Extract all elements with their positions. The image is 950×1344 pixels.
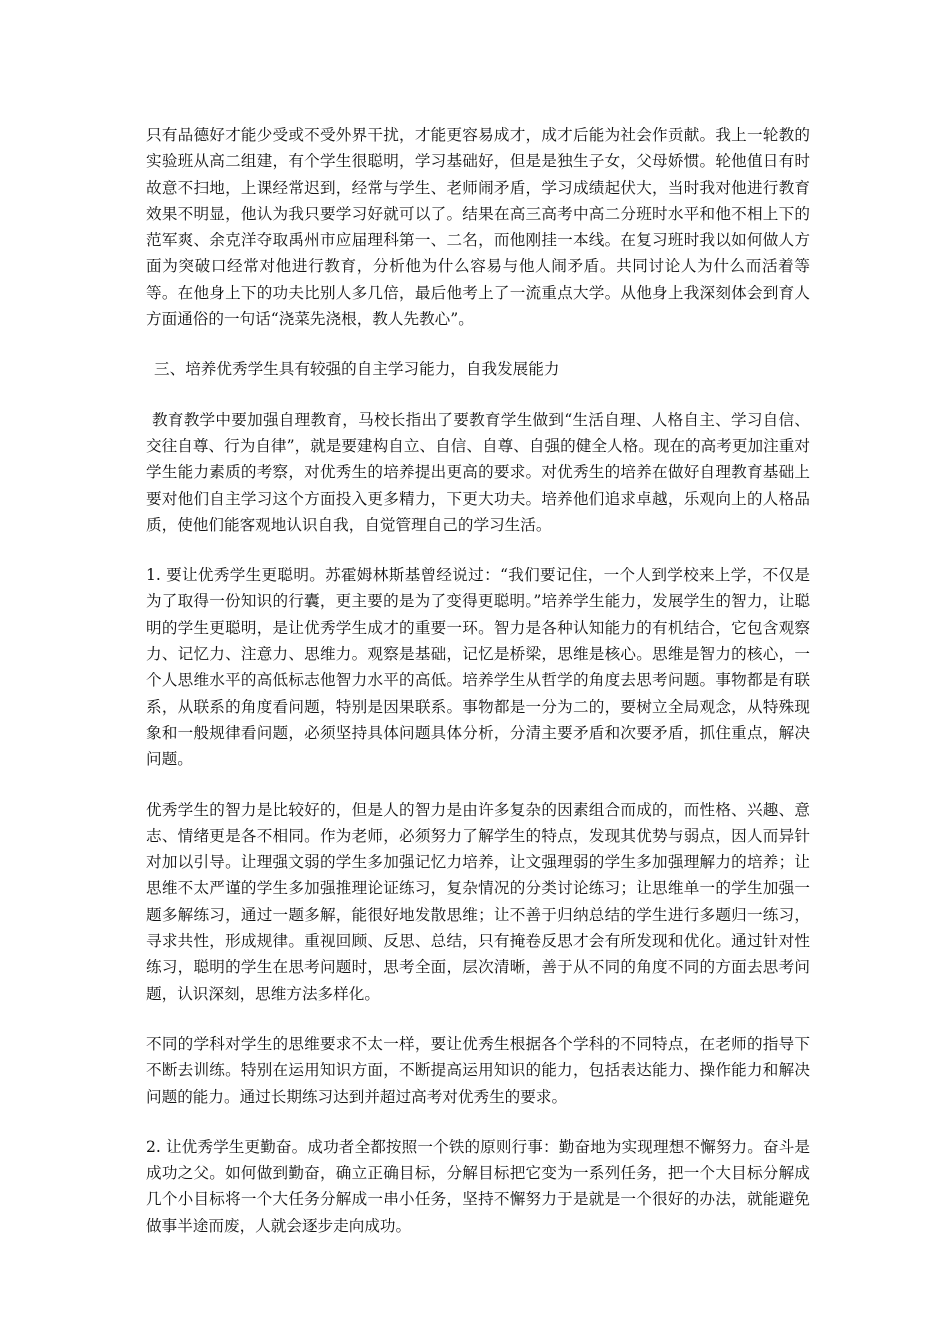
paragraph-self-management: 教育教学中要加强自理教育，马校长指出了要教育学生做到“生活自理、人格自主、学习自信、交往自尊、行为自律”，就是要建构自立、自信、自尊、自强的健全人格。现在的高考更加注重对学生能力素质的考察，对优秀生的培养提出更高的要求。对优秀生的培养在做好自理教育基础上要对他们自主学习这个方面投入更多精力，下更大功夫。培养他们追求卓越，乐观向上的人格品质，使他们能客观地认识自我，自觉管理自己的学习生活。 [146,410,810,534]
paragraph-gap [146,383,810,407]
paragraph-subject-thinking: 不同的学科对学生的思维要求不太一样，要让优秀生根据各个学科的不同特点，在老师的指导下不断去训练。特别在运用知识方面，不断提高运用知识的能力，包括表达能力、操作能力和解决问题的能力。通过长期练习达到并超过高考对优秀生的要求。 [146,1034,810,1106]
paragraph-gap [146,332,810,356]
paragraph-intelligence-differences: 优秀学生的智力是比较好的，但是人的智力是由许多复杂的因素组合而成的，而性格、兴趣、意志、情绪更是各不相同。作为老师，必须努力了解学生的特点，发现其优势与弱点，因人而异针对加以引导。让理强文弱的学生多加强记忆力培养，让文强理弱的学生多加强理解力的培养；让思维不太严谨的学生多加强推理论证练习，复杂情况的分类讨论练习；让思维单一的学生加强一题多解练习，通过一题多解，能很好地发散思维；让不善于归纳总结的学生进行多题归一练习，寻求共性，形成规律。重视回顾、反思、总结，只有掩卷反思才会有所发现和优化。通过针对性练习，聪明的学生在思考问题时，思考全面，层次清晰，善于从不同的角度不同的方面去思考问题，认识深刻，思维方法多样化。 [146,800,810,1003]
paragraph-gap [146,1007,810,1031]
paragraph-gap [146,538,810,562]
paragraph-moral-education: 只有品德好才能少受或不受外界干扰，才能更容易成才，成才后能为社会作贡献。我上一轮教的实验班从高二组建，有个学生很聪明，学习基础好，但是是独生子女，父母娇惯。轮他值日有时故意不扫地，上课经常迟到，经常与学生、老师闹矛盾，学习成绩起伏大，当时我对他进行教育效果不明显，他认为我只要学习好就可以了。结果在高三高考中高二分班时水平和他不相上下的范军爽、余克洋夺取禹州市应届理科第一、二名，而他刚挂一本线。在复习班时我以如何做人方面为突破口经常对他进行教育，分析他为什么容易与他人闹矛盾。共同讨论人为什么而活着等等。在他身上下的功夫比别人多几倍，最后他考上了一流重点大学。从他身上我深刻体会到育人方面通俗的一句话“浇菜先浇根，教人先教心”。 [146,126,810,329]
paragraph-item-two-diligent: 2. 让优秀学生更勤奋。成功者全都按照一个铁的原则行事：勤奋地为实现理想不懈努力。奋斗是成功之父。如何做到勤奋，确立正确目标，分解目标把它变为一系列任务，把一个大目标分解成几个小目标将一个大任务分解成一串小任务，坚持不懈努力于是就是一个很好的办法，就能避免做事半途而废，人就会逐步走向成功。 [146,1137,810,1235]
document-body [146,122,810,1239]
section-heading-three: 三、培养优秀学生具有较强的自主学习能力，自我发展能力 [154,360,560,379]
paragraph-gap [146,1110,810,1134]
paragraph-item-one-smarter: 1. 要让优秀学生更聪明。苏霍姆林斯基曾经说过：“我们要记住，一个人到学校来上学，不仅是为了取得一份知识的行囊，更主要的是为了变得更聪明。”培养学生能力，发展学生的智力，让聪明的学生更聪明，是让优秀学生成才的重要一环。智力是各种认知能力的有机结合，它包含观察力、记忆力、注意力、思维力。观察是基础，记忆是桥梁，思维是核心。思维是智力的核心，一个人思维水平的高低标志他智力水平的高低。培养学生从哲学的角度去思考问题。事物都是有联系，从联系的角度看问题，特别是因果联系。事物都是一分为二的，要树立全局观念，从特殊现象和一般规律看问题，必须坚持具体问题具体分析，分清主要矛盾和次要矛盾，抓住重点，解决问题。 [146,566,810,769]
paragraph-gap [146,773,810,797]
